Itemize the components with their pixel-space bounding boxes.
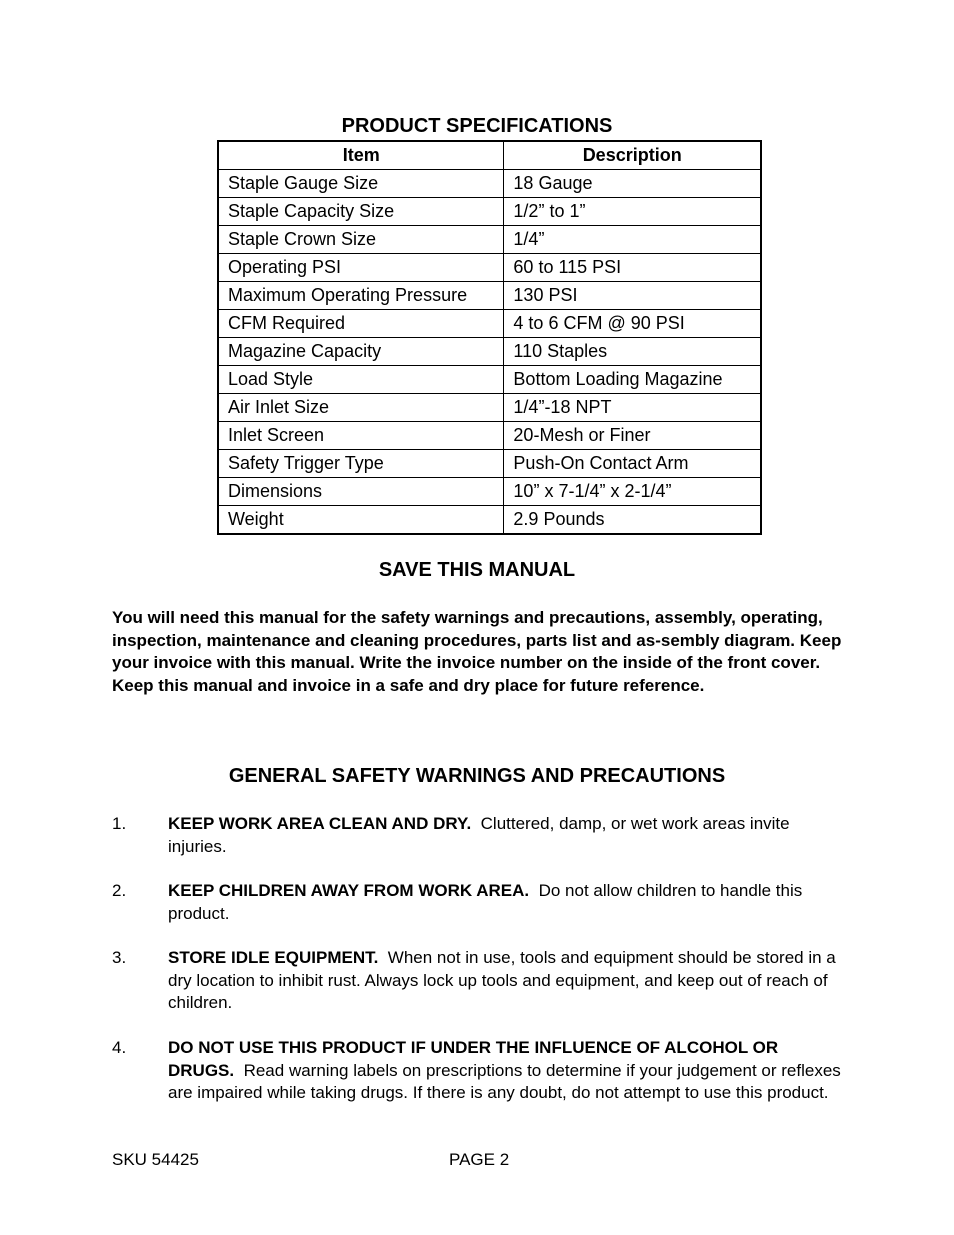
item-text: When not in use, tools and equipment should be stored in a dry location to inhibit rust. Always lock up tools and equipment, and keep out of reach of children. xyxy=(168,948,836,1012)
spec-value: 20-Mesh or Finer xyxy=(504,422,761,450)
spec-value: 2.9 Pounds xyxy=(504,506,761,535)
spec-value: Bottom Loading Magazine xyxy=(504,366,761,394)
spec-value: 1/2” to 1” xyxy=(504,198,761,226)
spec-item: Safety Trigger Type xyxy=(218,450,504,478)
footer-sku: SKU 54425 xyxy=(112,1150,199,1169)
spec-item: CFM Required xyxy=(218,310,504,338)
spec-item: Inlet Screen xyxy=(218,422,504,450)
table-row xyxy=(218,170,761,198)
save-manual-title: SAVE THIS MANUAL xyxy=(378,559,576,581)
spec-item: Maximum Operating Pressure xyxy=(218,282,504,310)
item-heading: STORE IDLE EQUIPMENT. xyxy=(168,948,379,967)
spec-header-item: Item xyxy=(218,141,504,170)
table-row xyxy=(218,338,761,366)
table-row xyxy=(218,226,761,254)
item-text: Do not allow children to handle this product. xyxy=(168,881,803,923)
spec-value: Push-On Contact Arm xyxy=(504,450,761,478)
spec-value: 60 to 115 PSI xyxy=(504,254,761,282)
spec-item: Staple Gauge Size xyxy=(218,170,504,198)
item-number: 3. xyxy=(112,948,127,967)
spec-item: Dimensions xyxy=(218,478,504,506)
spec-value: 4 to 6 CFM @ 90 PSI xyxy=(504,310,761,338)
table-row xyxy=(218,478,761,506)
spec-value: 1/4”-18 NPT xyxy=(504,394,761,422)
spec-value: 10” x 7-1/4” x 2-1/4” xyxy=(504,478,761,506)
item-text: Cluttered, damp, or wet work areas invite injuries. xyxy=(168,814,790,856)
table-row xyxy=(218,394,761,422)
footer-page-number: PAGE 2 xyxy=(449,1150,510,1169)
spec-item: Operating PSI xyxy=(218,254,504,282)
item-number: 4. xyxy=(112,1038,127,1057)
item-heading: KEEP WORK AREA CLEAN AND DRY. xyxy=(168,814,472,833)
spec-value: 130 PSI xyxy=(504,282,761,310)
save-manual-text: You will need this manual for the safety warnings and precautions, assembly, operating, inspection, maintenance and cleaning procedures, parts list and as-sembly diagram. Keep your invoice with this manual. Write the invoice number on the inside of the front cover. Keep this manual and invoice in a safe and dry place for future reference. xyxy=(112,608,842,695)
safety-title: GENERAL SAFETY WARNINGS AND PRECAUTIONS xyxy=(228,765,726,787)
table-row xyxy=(218,254,761,282)
spec-table xyxy=(217,140,762,535)
spec-item: Load Style xyxy=(218,366,504,394)
table-row xyxy=(218,506,761,535)
item-number: 2. xyxy=(112,881,127,900)
table-row xyxy=(218,422,761,450)
table-row xyxy=(218,198,761,226)
spec-title: PRODUCT SPECIFICATIONS xyxy=(341,115,613,137)
spec-item: Magazine Capacity xyxy=(218,338,504,366)
item-text: Read warning labels on prescriptions to determine if your judgement or reflexes are impaired while taking drugs. If there is any doubt, do not attempt to use this product. xyxy=(168,1060,841,1102)
spec-value: 18 Gauge xyxy=(504,170,761,198)
item-number: 1. xyxy=(112,814,127,833)
item-heading: KEEP CHILDREN AWAY FROM WORK AREA. xyxy=(168,881,530,900)
table-row xyxy=(218,310,761,338)
spec-item: Staple Capacity Size xyxy=(218,198,504,226)
spec-header-description: Description xyxy=(504,141,761,170)
spec-value: 110 Staples xyxy=(504,338,761,366)
table-row xyxy=(218,366,761,394)
item-heading: DO NOT USE THIS PRODUCT IF UNDER THE INFLUENCE OF ALCOHOL OR DRUGS. xyxy=(168,1038,779,1080)
table-row xyxy=(218,282,761,310)
spec-item: Air Inlet Size xyxy=(218,394,504,422)
spec-item: Staple Crown Size xyxy=(218,226,504,254)
spec-value: 1/4” xyxy=(504,226,761,254)
spec-item: Weight xyxy=(218,506,504,535)
spec-header-row xyxy=(218,141,761,170)
table-row xyxy=(218,450,761,478)
